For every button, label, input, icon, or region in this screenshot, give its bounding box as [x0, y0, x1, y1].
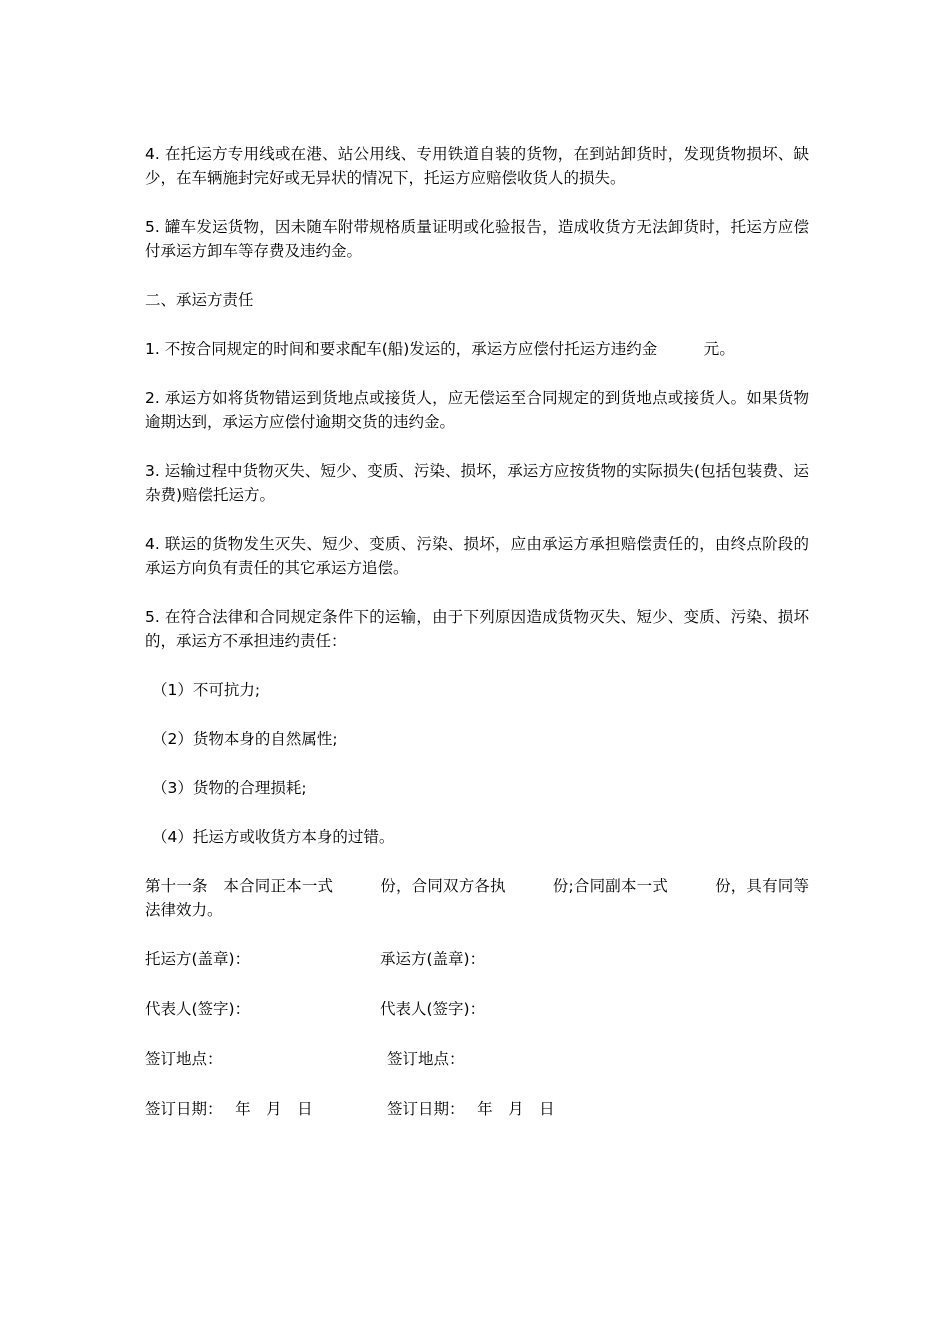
- exemption-item: （1）不可抗力;: [152, 681, 261, 699]
- shipper-signing-place-label: 签订地点：: [145, 1050, 223, 1068]
- signature-row-seal: [145, 947, 809, 971]
- shipper-clause-4: 4. 在托运方专用线或在港、站公用线、专用铁道自装的货物，在到站卸货时，发现货物损坏、缺少，在车辆施封完好或无异状的情况下，托运方应赔偿收货人的损失。: [145, 145, 809, 187]
- carrier-clause-1: 1. 不按合同规定的时间和要求配车(船)发运的，承运方应偿付托运方违约金 元。: [145, 340, 735, 358]
- carrier-signing-date-label: 签订日期： 年 月 日: [387, 1100, 555, 1118]
- signature-row-representative: [145, 997, 809, 1021]
- carrier-clause-3: 3. 运输过程中货物灭失、短少、变质、污染、损坏，承运方应按货物的实际损失(包括包装费、运杂费)赔偿托运方。: [145, 462, 809, 504]
- section-title-carrier-liability: 二、承运方责任: [145, 291, 254, 309]
- article-eleven: 第十一条 本合同正本一式 份，合同双方各执 份;合同副本一式 份，具有同等法律效力。: [145, 877, 809, 919]
- carrier-clause-5: 5. 在符合法律和合同规定条件下的运输，由于下列原因造成货物灭失、短少、变质、污染、损坏的，承运方不承担违约责任：: [145, 608, 809, 650]
- exemption-item: （4）托运方或收货方本身的过错。: [152, 828, 395, 846]
- contract-body: [145, 142, 809, 1147]
- shipper-signing-date-label: 签订日期： 年 月 日: [145, 1100, 313, 1118]
- carrier-seal-label: 承运方(盖章)：: [380, 950, 486, 968]
- carrier-signing-place-label: 签订地点：: [387, 1050, 465, 1068]
- shipper-clause-5: 5. 罐车发运货物，因未随车附带规格质量证明或化验报告，造成收货方无法卸货时，托运方应偿付承运方卸车等存费及违约金。: [145, 218, 809, 260]
- carrier-clause-4: 4. 联运的货物发生灭失、短少、变质、污染、损坏，应由承运方承担赔偿责任的，由终点阶段的承运方向负有责任的其它承运方追偿。: [145, 535, 809, 577]
- shipper-representative-label: 代表人(签字)：: [145, 1000, 251, 1018]
- signature-row-date: [145, 1097, 809, 1121]
- signature-row-place: [145, 1047, 809, 1071]
- carrier-clause-2: 2. 承运方如将货物错运到货地点或接货人，应无偿运至合同规定的到货地点或接货人。如果货物逾期达到，承运方应偿付逾期交货的违约金。: [145, 389, 809, 431]
- exemption-item: （3）货物的合理损耗;: [152, 779, 307, 797]
- exemption-item: （2）货物本身的自然属性;: [152, 730, 338, 748]
- carrier-representative-label: 代表人(签字)：: [380, 1000, 486, 1018]
- shipper-seal-label: 托运方(盖章)：: [145, 950, 251, 968]
